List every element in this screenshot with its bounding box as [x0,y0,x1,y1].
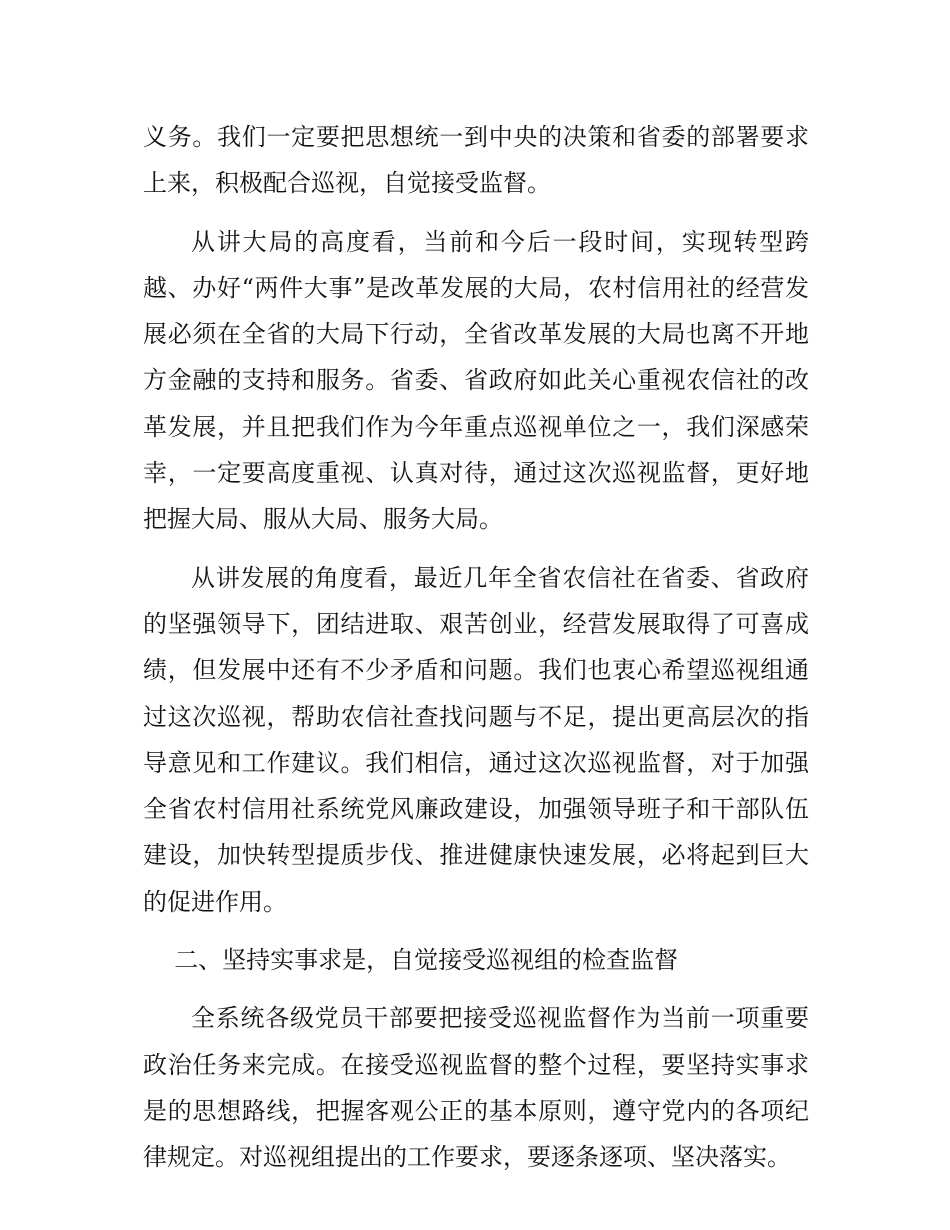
paragraph-3: 从讲发展的角度看，最近几年全省农信社在省委、省政府的坚强领导下，团结进取、艰苦创业，经营发展取得了可喜成绩，但发展中还有不少矛盾和问题。我们也衷心希望巡视组通过这次巡视，帮助农信社查找问题与不足，提出更高层次的指导意见和工作建议。我们相信，通过这次巡视监督，对于加强全省农村信用社系统党风廉政建设，加强领导班子和干部队伍建设，加快转型提质步伐、推进健康快速发展，必将起到巨大的促进作用。 [143,563,809,916]
document-body [143,114,809,1193]
paragraph-2: 从讲大局的高度看，当前和今后一段时间，实现转型跨越、办好“两件大事”是改革发展的大局，农村信用社的经营发展必须在全省的大局下行动，全省改革发展的大局也离不开地方金融的支持和服务。省委、省政府如此关心重视农信社的改革发展，并且把我们作为今年重点巡视单位之一，我们深感荣幸，一定要高度重视、认真对待，通过这次巡视监督，更好地把握大局、服从大局、服务大局。 [143,227,809,534]
section-heading: 二、坚持实事求是，自觉接受巡视组的检查监督 [174,946,679,975]
paragraph-1: 义务。我们一定要把思想统一到中央的决策和省委的部署要求上来，积极配合巡视，自觉接受监督。 [143,123,809,198]
paragraph-4: 全系统各级党员干部要把接受巡视监督作为当前一项重要政治任务来完成。在接受巡视监督的整个过程，要坚持实事求是的思想路线，把握客观公正的基本原则，遵守党内的各项纪律规定。对巡视组提出的工作要求，要逐条逐项、坚决落实。 [143,1004,809,1172]
